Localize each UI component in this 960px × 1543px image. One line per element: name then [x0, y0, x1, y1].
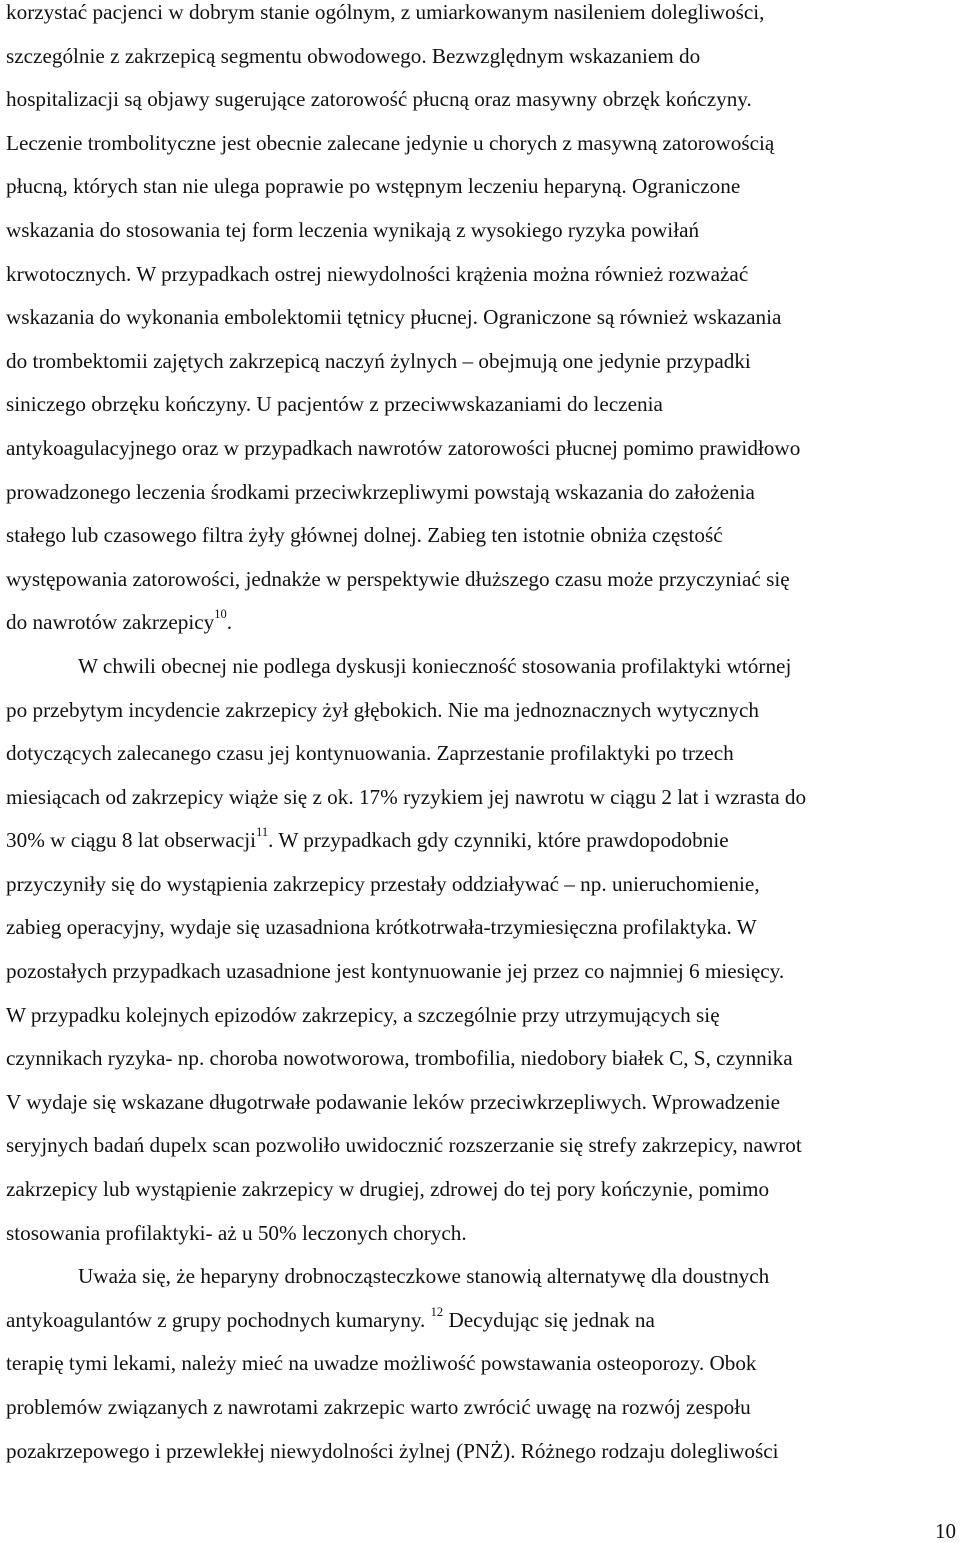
footnote-ref: 12: [430, 1304, 444, 1319]
text-line: hospitalizacji są objawy sugerujące zatorowość płucną oraz masywny obrzęk kończyny.: [6, 87, 752, 112]
text-line: pozostałych przypadkach uzasadnione jest kontynuowanie jej przez co najmniej 6 miesięcy.: [6, 959, 785, 984]
page-number: 10: [935, 1519, 956, 1543]
text-line: zakrzepicy lub wystąpienie zakrzepicy w drugiej, zdrowej do tej pory kończynie, pomimo: [6, 1177, 770, 1202]
text-line: seryjnych badań dupelx scan pozwoliło uwidocznić rozszerzanie się strefy zakrzepicy, nawrot: [6, 1133, 802, 1158]
text-line: W przypadku kolejnych epizodów zakrzepicy, a szczególnie przy utrzymujących się: [6, 1002, 720, 1027]
text-line: problemów związanych z nawrotami zakrzepic warto zwrócić uwagę na rozwój zespołu: [6, 1395, 751, 1419]
text-line: przyczyniły się do wystąpienia zakrzepicy przestały oddziaływać – np. unieruchomienie,: [6, 871, 760, 896]
text-line: płucną, których stan nie ulega poprawie po wstępnym leczeniu heparyną. Ograniczone: [6, 174, 741, 199]
text-line: stałego lub czasowego filtra żyły głównej dolnej. Zabieg ten istotnie obniża częstość: [6, 523, 723, 548]
text-line: V wydaje się wskazane długotrwałe podawanie leków przeciwkrzepliwych. Wprowadzenie: [6, 1089, 781, 1114]
text-line: Leczenie trombolityczne jest obecnie zalecane jedynie u chorych z masywną zatorowością: [6, 130, 775, 155]
text-line: [6, 601, 958, 645]
text-line: do trombektomii zajętych zakrzepicą naczyń żylnych – obejmują one jedynie przypadki: [6, 348, 751, 373]
text-line: po przebytym incydencie zakrzepicy żył głębokich. Nie ma jednoznacznych wytycznych: [6, 697, 760, 722]
text-line: wskazania do wykonania embolektomii tętnicy płucnej. Ograniczone są również wskazania: [6, 305, 782, 330]
text-line: krwotocznych. W przypadkach ostrej niewydolności krążenia można również rozważać: [6, 261, 749, 286]
text-line: [6, 819, 958, 863]
document-page: [6, 0, 958, 1473]
line-text: 30% w ciągu 8 lat obserwacji: [6, 828, 257, 853]
text-line: [6, 1299, 958, 1343]
text-line: czynnikach ryzyka- np. choroba nowotworowa, trombofilia, niedobory białek C, S, czynnika: [6, 1046, 793, 1071]
text-line: zabieg operacyjny, wydaje się uzasadniona krótkotrwała-trzymiesięczna profilaktyka. W: [6, 915, 757, 940]
line-text: .: [226, 610, 233, 635]
text-line: antykoagulacyjnego oraz w przypadkach nawrotów zatorowości płucnej pomimo prawidłowo: [6, 435, 801, 460]
text-line: korzystać pacjenci w dobrym stanie ogólnym, z umiarkowanym nasileniem dolegliwości,: [6, 0, 765, 24]
line-text: . W przypadkach gdy czynniki, które prawdopodobnie: [268, 828, 729, 853]
text-line: dotyczących zalecanego czasu jej kontynuowania. Zaprzestanie profilaktyki po trzech: [6, 741, 734, 766]
text-line: siniczego obrzęku kończyny. U pacjentów z przeciwwskazaniami do leczenia: [6, 392, 663, 417]
text-line: prowadzonego leczenia środkami przeciwkrzepliwymi powstają wskazania do założenia: [6, 479, 755, 504]
text-line: pozakrzepowego i przewlekłej niewydolności żylnej (PNŻ). Różnego rodzaju dolegliwości: [6, 1438, 779, 1463]
text-line: wskazania do stosowania tej form leczenia wynikają z wysokiego ryzyka powiłań: [6, 217, 700, 242]
paragraph-first-line: W chwili obecnej nie podlega dyskusji konieczność stosowania profilaktyki wtórnej: [78, 653, 792, 678]
footnote-ref: 10: [214, 607, 227, 622]
text-line: stosowania profilaktyki- aż u 50% leczonych chorych.: [6, 1220, 467, 1245]
text-line: terapię tymi lekami, należy mieć na uwadze możliwość powstawania osteoporozy. Obok: [6, 1351, 757, 1376]
line-text: Decydując się jednak na: [448, 1307, 655, 1332]
line-text: antykoagulantów z grupy pochodnych kumaryny.: [6, 1307, 426, 1332]
footnote-ref: 11: [256, 825, 269, 840]
text-line: występowania zatorowości, jednakże w perspektywie dłuższego czasu może przyczyniać się: [6, 566, 790, 591]
text-line: szczególnie z zakrzepicą segmentu obwodowego. Bezwzględnym wskazaniem do: [6, 43, 701, 68]
line-text: do nawrotów zakrzepicy: [6, 610, 215, 635]
text-line: miesiącach od zakrzepicy wiąże się z ok. 17% ryzykiem jej nawrotu w ciągu 2 lat i wzrasta do: [6, 784, 807, 809]
paragraph-first-line: Uważa się, że heparyny drobnocząsteczkowe stanowią alternatywę dla doustnych: [78, 1264, 770, 1289]
